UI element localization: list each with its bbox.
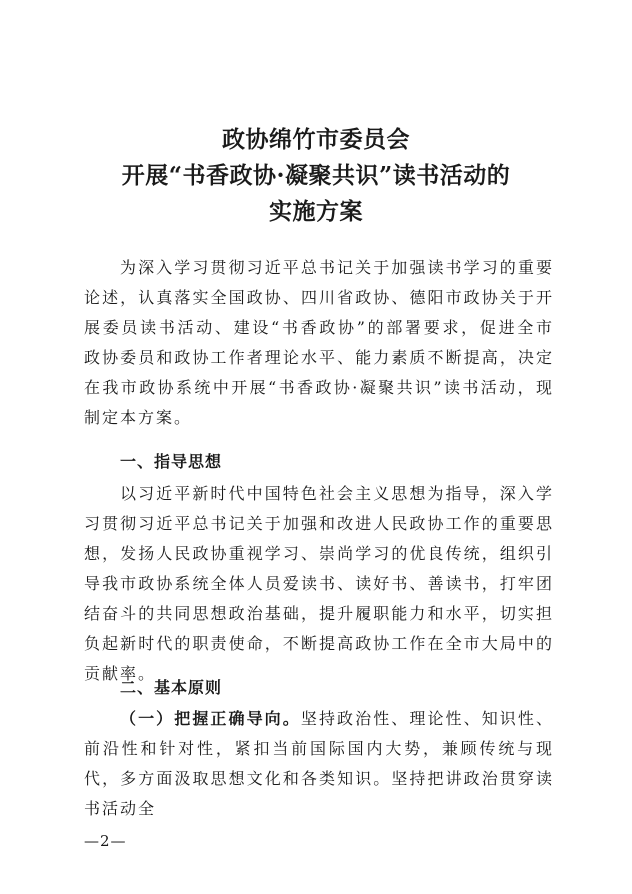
document-title-line-1: 政协绵竹市委员会 [222,126,410,153]
section-1-paragraph: 以习近平新时代中国特色社会主义思想为指导，深入学习贯彻习近平总书记关于加强和改进人民政协工作的重要思想，发扬人民政协重视学习、崇尚学习的优良传统，组织引导我市政协系统全体人员爱读书、读好书、善读书，打牢团结奋斗的共同思想政治基础，提升履职能力和水平，切实担负起新时代的职责使命，不断提高政协工作在全市大局中的贡献率。 [84,484,554,683]
intro-paragraph: 为深入学习贯彻习近平总书记关于加强读书学习的重要论述，认真落实全国政协、四川省政协、德阳市政协关于开展委员读书活动、建设“书香政协”的部署要求，促进全市政协委员和政协工作者理论水平、能力素质不断提高，决定在我市政协系统中开展“书香政协·凝聚共识”读书活动，现制定本方案。 [84,258,554,427]
document-title-line-3: 实施方案 [269,198,363,225]
page-number: —2— [84,832,127,850]
section-2-item-1-title: （一）把握正确导向。 [120,709,301,728]
section-2-item-1-body: 坚持政治性、理论性、知识性、前沿性和针对性，紧扣当前国际国内大势，兼顾传统与现代，多方面汲取思想文化和各类知识。坚持把讲政治贯穿读书活动全 [84,709,554,818]
section-2-item-1-paragraph [84,704,554,824]
section-2-heading: 二、基本原则 [120,678,223,697]
section-1-heading: 一、指导思想 [120,452,223,471]
document-title-line-2: 开展“书香政协·凝聚共识”读书活动的 [121,162,511,189]
